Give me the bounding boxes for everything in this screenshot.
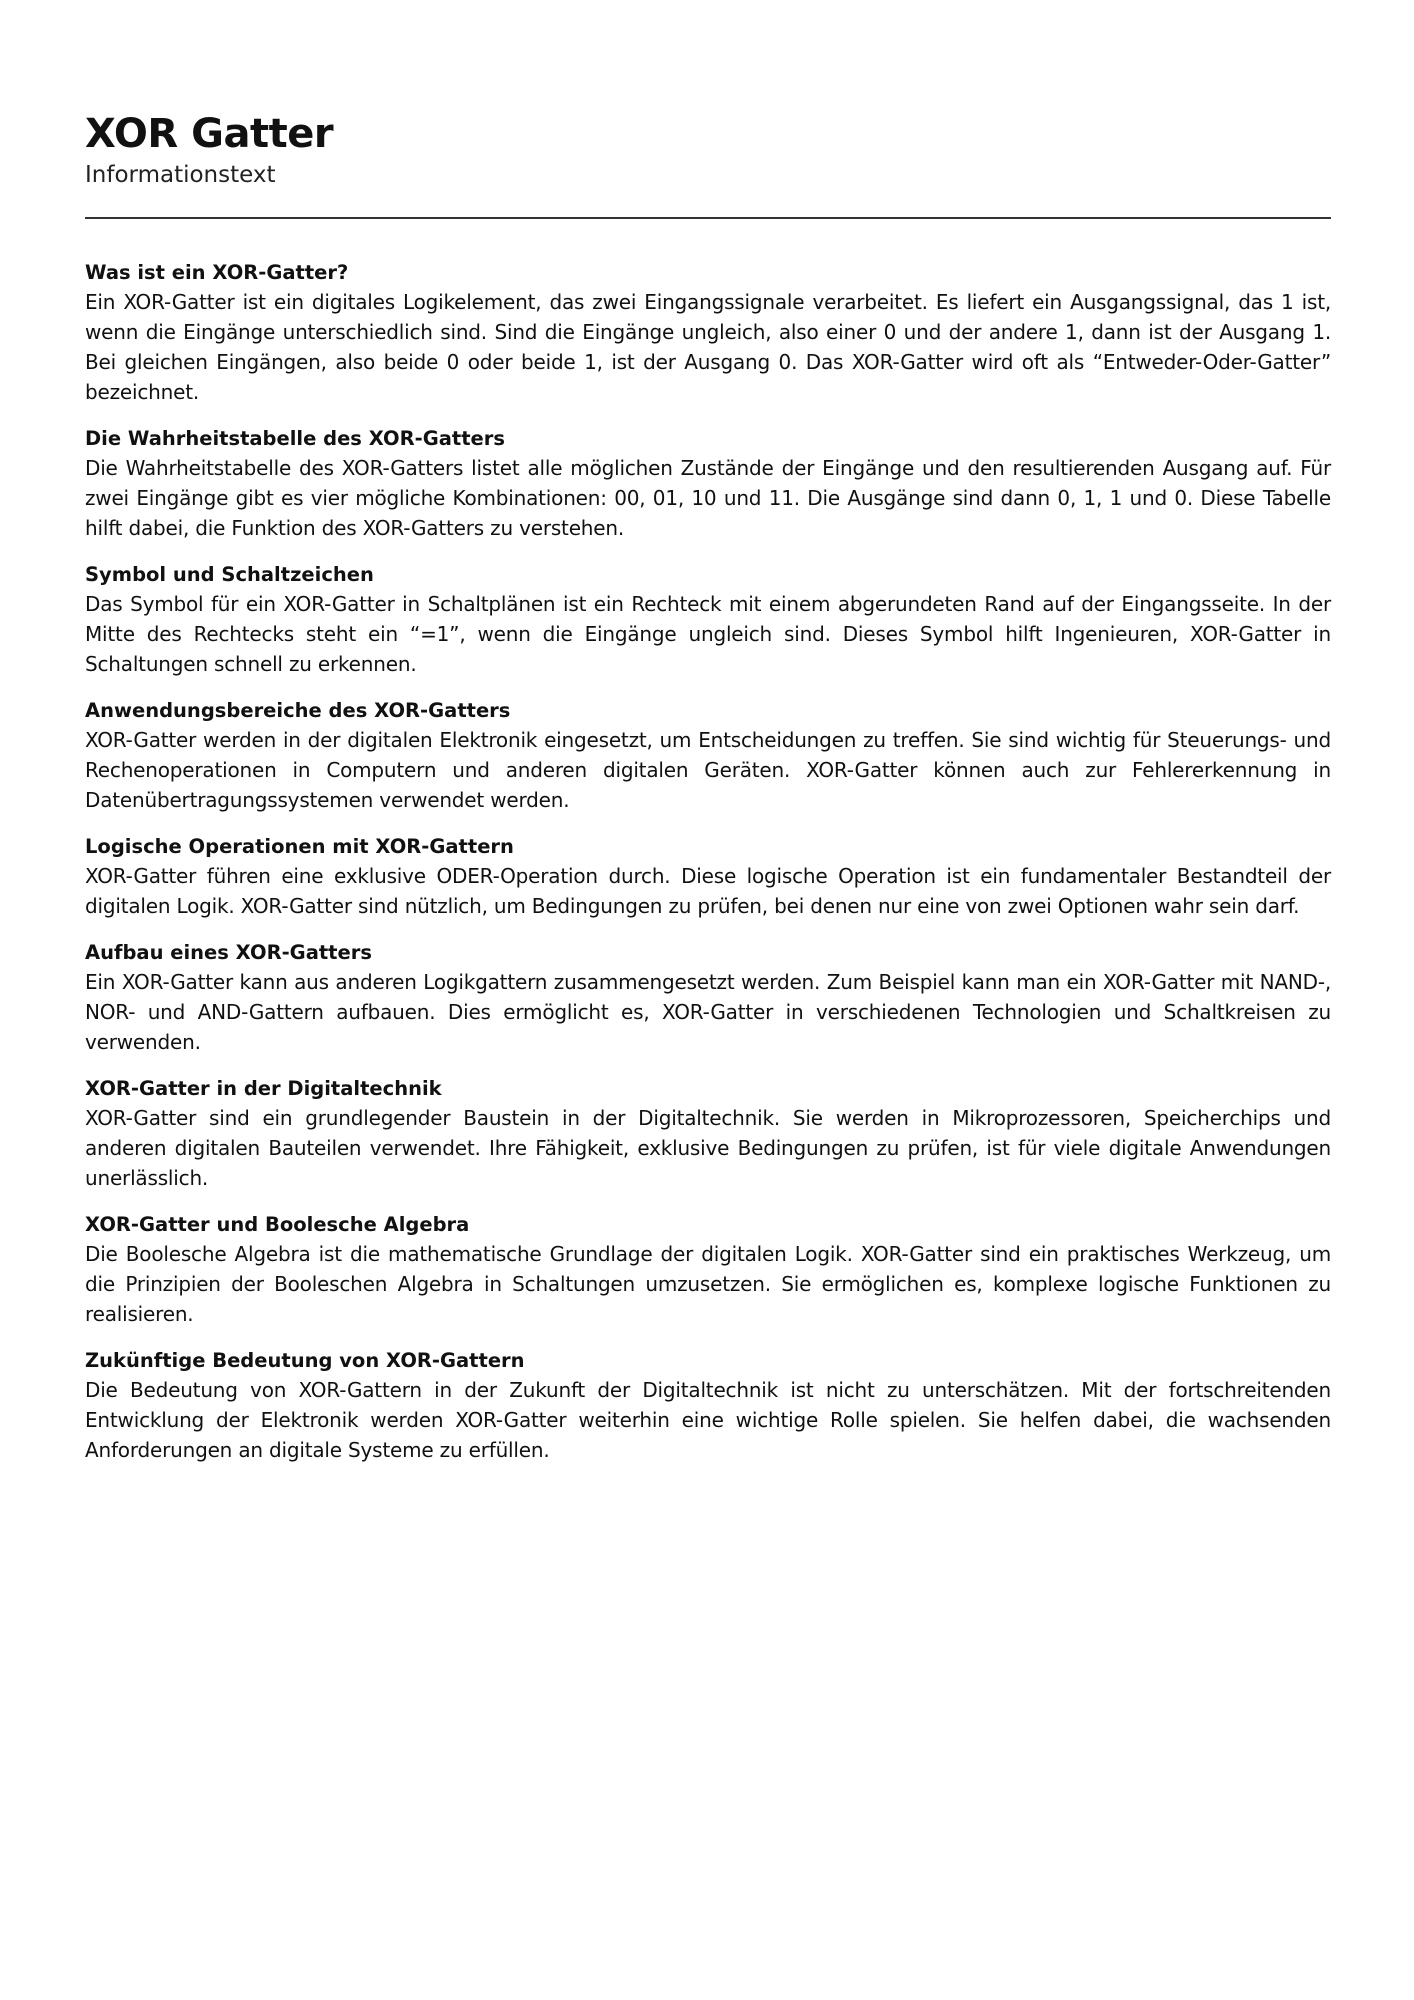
- document-subtitle: Informationstext: [85, 162, 276, 188]
- header-divider: [85, 217, 1331, 219]
- section-heading: XOR-Gatter in der Digitaltechnik: [85, 1077, 442, 1100]
- section-heading: XOR-Gatter und Boolesche Algebra: [85, 1213, 470, 1236]
- section-heading: Zukünftige Bedeutung von XOR-Gattern: [85, 1349, 525, 1372]
- section-zukunft: [85, 1347, 1331, 1465]
- section-boolesche-algebra: [85, 1211, 1331, 1329]
- section-body: Ein XOR-Gatter kann aus anderen Logikgattern zusammengesetzt werden. Zum Beispiel kann man ein XOR-Gatter mit NAND-, NOR- und AND-Gattern aufbauen. Dies ermöglicht es, XOR-Gatter in verschiedenen Technologien und Schaltkreisen zu verwenden.: [85, 970, 1331, 1054]
- section-heading: Aufbau eines XOR-Gatters: [85, 941, 372, 964]
- section-body: Die Boolesche Algebra ist die mathematische Grundlage der digitalen Logik. XOR-Gatter sind ein praktisches Werkzeug, um die Prinzipien der Booleschen Algebra in Schaltungen umzusetzen. Sie ermöglichen es, komplexe logische Funktionen zu realisieren.: [85, 1242, 1331, 1326]
- section-body: Das Symbol für ein XOR-Gatter in Schaltplänen ist ein Rechteck mit einem abgerundeten Rand auf der Eingangsseite. In der Mitte des Rechtecks steht ein “=1”, wenn die Eingänge ungleich sind. Dieses Symbol hilft Ingenieuren, XOR-Gatter in Schaltungen schnell zu erkennen.: [85, 592, 1331, 676]
- section-anwendungsbereiche: [85, 697, 1331, 815]
- section-heading: Was ist ein XOR-Gatter?: [85, 261, 349, 284]
- section-body: XOR-Gatter führen eine exklusive ODER-Operation durch. Diese logische Operation ist ein fundamentaler Bestandteil der digitalen Logik. XOR-Gatter sind nützlich, um Bedingungen zu prüfen, bei denen nur eine von zwei Optionen wahr sein darf.: [85, 864, 1331, 918]
- section-logische-operationen: [85, 833, 1331, 921]
- section-heading: Symbol und Schaltzeichen: [85, 563, 374, 586]
- document-title: XOR Gatter: [85, 111, 334, 157]
- section-aufbau: [85, 939, 1331, 1057]
- section-body: Die Wahrheitstabelle des XOR-Gatters listet alle möglichen Zustände der Eingänge und den resultierenden Ausgang auf. Für zwei Eingänge gibt es vier mögliche Kombinationen: 00, 01, 10 und 11. Die Ausgänge sind dann 0, 1, 1 und 0. Diese Tabelle hilft dabei, die Funktion des XOR-Gatters zu verstehen.: [85, 456, 1331, 540]
- section-body: Die Bedeutung von XOR-Gattern in der Zukunft der Digitaltechnik ist nicht zu unterschätzen. Mit der fortschreitenden Entwicklung der Elektronik werden XOR-Gatter weiterhin eine wichtige Rolle spielen. Sie helfen dabei, die wachsenden Anforderungen an digitale Systeme zu erfüllen.: [85, 1378, 1331, 1462]
- section-body: Ein XOR-Gatter ist ein digitales Logikelement, das zwei Eingangssignale verarbeitet. Es liefert ein Ausgangssignal, das 1 ist, wenn die Eingänge unterschiedlich sind. Sind die Eingänge ungleich, also einer 0 und der andere 1, dann ist der Ausgang 1. Bei gleichen Eingängen, also beide 0 oder beide 1, ist der Ausgang 0. Das XOR-Gatter wird oft als “Entweder-Oder-Gatter” bezeichnet.: [85, 290, 1331, 404]
- section-body: XOR-Gatter werden in der digitalen Elektronik eingesetzt, um Entscheidungen zu treffen. Sie sind wichtig für Steuerungs- und Rechenoperationen in Computern und anderen digitalen Geräten. XOR-Gatter können auch zur Fehlererkennung in Datenübertragungssystemen verwendet werden.: [85, 728, 1331, 812]
- section-heading: Logische Operationen mit XOR-Gattern: [85, 835, 514, 858]
- section-heading: Anwendungsbereiche des XOR-Gatters: [85, 699, 511, 722]
- document-page: [85, 110, 1331, 1483]
- sections-container: [85, 259, 1331, 1465]
- section-symbol: [85, 561, 1331, 679]
- section-was-ist: [85, 259, 1331, 407]
- section-wahrheitstabelle: [85, 425, 1331, 543]
- section-body: XOR-Gatter sind ein grundlegender Baustein in der Digitaltechnik. Sie werden in Mikroprozessoren, Speicherchips und anderen digitalen Bauteilen verwendet. Ihre Fähigkeit, exklusive Bedingungen zu prüfen, ist für viele digitale Anwendungen unerlässlich.: [85, 1106, 1331, 1190]
- section-heading: Die Wahrheitstabelle des XOR-Gatters: [85, 427, 505, 450]
- section-digitaltechnik: [85, 1075, 1331, 1193]
